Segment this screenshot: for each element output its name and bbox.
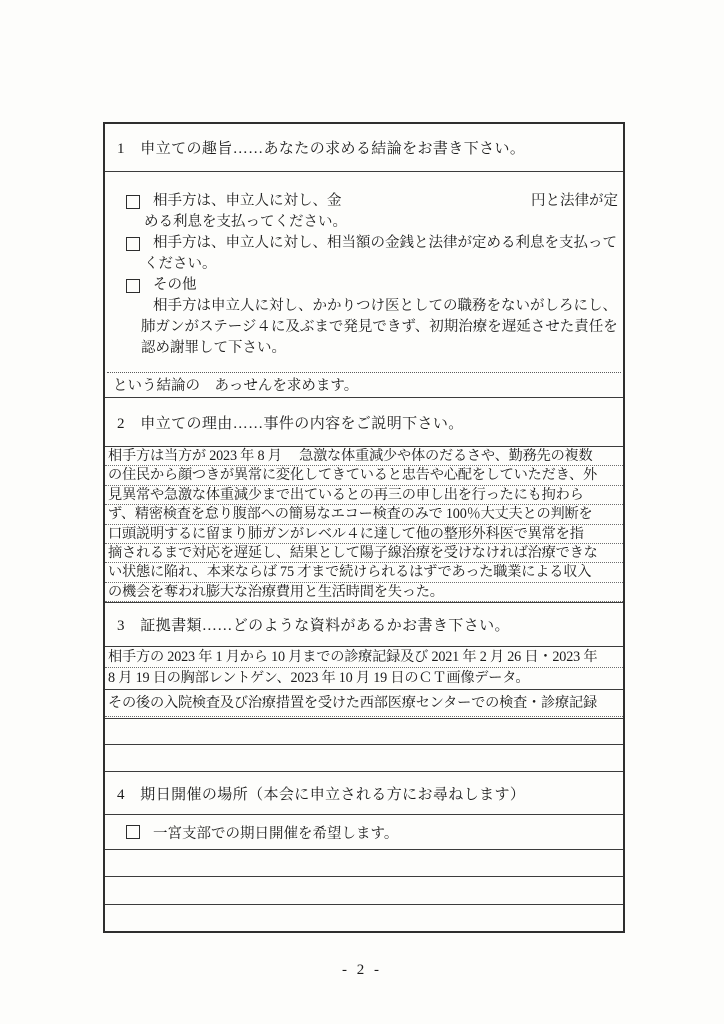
checkbox-other[interactable] [126, 279, 140, 293]
evidence-line: 8 月 19 日の胸部レントゲン、2023 年 10 月 19 日のＣＴ画像データ。 [105, 668, 623, 689]
blank-row [105, 850, 623, 877]
checkbox-equivalent-claim[interactable] [126, 237, 140, 251]
section2-heading: 2 申立ての理由……事件の内容をご説明下さい。 [105, 398, 623, 447]
option-other-label: その他 [153, 277, 197, 293]
checkbox-ichinomiya-venue[interactable] [126, 825, 140, 839]
conclusion-text: という結論の あっせんを求めます。 [113, 378, 359, 394]
option-other-line [105, 275, 623, 296]
checkbox-money-claim[interactable] [126, 195, 140, 209]
other-claim-line: 認め謝罪して下さい。 [141, 340, 286, 356]
other-claim-line: 相手方は申立人に対し、かかりつけ医としての職務をないがしろにし、 [153, 298, 617, 314]
reason-line: い状態に陥れ、本来ならば 75 才まで続けられるはずであった職業による収入 [105, 563, 623, 582]
dotted-rule [107, 372, 621, 373]
other-claim-line: 肺ガンがステージ４に及ぶまで発見できず、初期治療を遅延させた責任を [141, 319, 618, 335]
evidence-entry-2 [105, 690, 623, 719]
reason-line: ず、精密検査を怠り腹部への簡易なエコー検査のみで 100％大丈夫との判断を [105, 505, 623, 524]
evidence-line: 相手方の 2023 年 1 月から 10 月までの診療記録及び 2021 年 2 月 26 日・2023 年 [105, 647, 623, 668]
form-table [103, 122, 625, 933]
reason-line: 見異常や急激な体重減少まで出ているとの再三の申し出を行ったにも拘わら [105, 486, 623, 505]
option-money-continuation: める利息を支払ってください。 [144, 214, 347, 230]
section1-heading: 1 申立ての趣旨……あなたの求める結論をお書き下さい。 [105, 124, 623, 172]
blank-row [105, 877, 623, 905]
venue-option-text: 一宮支部での期日開催を希望します。 [153, 825, 399, 842]
page-number: - 2 - [342, 962, 382, 978]
section4-heading: 4 期日開催の場所（本会に申立される方にお尋ねします） [105, 772, 623, 815]
venue-option-row [105, 815, 623, 850]
reason-line: の住民から顔つきが異常に変化してきていると忠告や心配をしていただき、外 [105, 466, 623, 485]
evidence-entry-1 [105, 647, 623, 690]
blank-row [105, 745, 623, 772]
option-money-line [105, 191, 623, 212]
option-equivalent-line [105, 233, 623, 254]
option-money-text: 相手方は、申立人に対し、金 [153, 193, 342, 209]
reason-line: 摘されるまで対応を遅延し、結果として陽子線治療を受けなければ治療できな [105, 544, 623, 563]
section1-content [105, 172, 623, 398]
section2-content [105, 447, 623, 603]
section3-heading: 3 証拠書類……どのような資料があるかお書き下さい。 [105, 603, 623, 647]
option-money-suffix: 円と法律が定 [531, 193, 618, 209]
option-equivalent-text: 相手方は、申立人に対し、相当額の金銭と法律が定める利息を支払って [153, 235, 617, 251]
reason-line: 口頭説明するに留まり肺ガンがレベル４に達して他の整形外科医で異常を指 [105, 525, 623, 544]
blank-row [105, 719, 623, 745]
option-equivalent-continuation: ください。 [144, 256, 217, 272]
reason-line: 相手方は当方が 2023 年 8 月 急激な体重減少や体のだるさや、勤務先の複数 [105, 447, 623, 466]
blank-row [105, 905, 623, 931]
reason-line: の機会を奪われ膨大な治療費用と生活時間を失った。 [105, 583, 623, 602]
evidence-line: その後の入院検査及び治療措置を受けた西部医療センターでの検査・診療記録 [105, 690, 623, 717]
